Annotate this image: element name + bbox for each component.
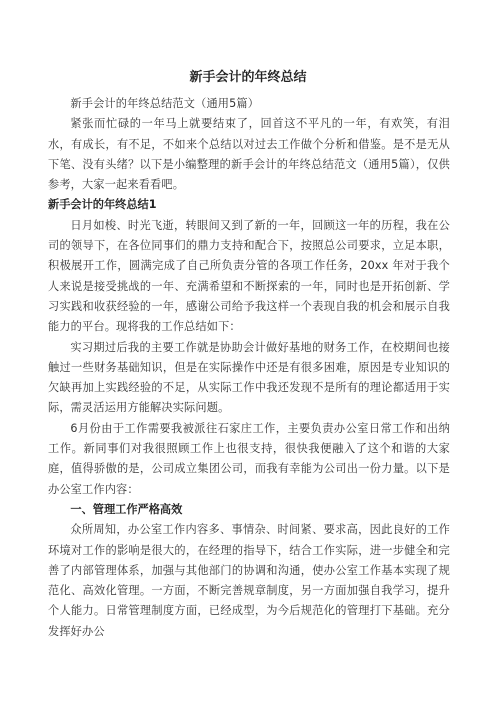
section-heading: 一、管理工作严格高效	[70, 502, 183, 516]
body-paragraph: 6月份由于工作需要我被派往石家庄工作，主要负责办公室日常工作和出纳工作。新同事们对我很照顾工作上也很支持，很快我便融入了这个和谐的大家庭，值得骄傲的是，公司成立集团公司，而我有幸能为公司出一份力量。以下是办公室工作内容：	[48, 421, 450, 496]
body-paragraph: 紧张而忙碌的一年马上就要结束了，回首这不平凡的一年，有欢笑，有泪水，有成长，有不足，不如来个总结以对过去工作做个分析和借鉴。是不是无从下笔、没有头绪？以下是小编整理的新手会计的年终总结范文（通用5篇），仅供参考，大家一起来看看吧。	[48, 117, 450, 192]
document-body	[48, 94, 450, 642]
body-paragraph: 众所周知，办公室工作内容多、事情杂、时间紧、要求高，因此良好的工作环境对工作的影响是很大的，在经理的指导下，结合工作实际，进一步健全和完善了内部管理体系，加强与其他部门的协调和沟通，使办公室工作基本实现了规范化、高效化管理。一方面，不断完善规章制度，另一方面加强自我学习，提升个人能力。日常管理制度方面，已经成型，为今后规范化的管理打下基础。充分发挥好办公	[48, 523, 450, 638]
body-paragraph: 新手会计的年终总结范文（通用5篇）	[70, 97, 260, 110]
section-heading: 新手会计的年终总结1	[48, 198, 157, 212]
body-paragraph: 日月如梭、时光飞逝，转眼间又到了新的一年，回顾这一年的历程，我在公司的领导下，在各位同事们的鼎力支持和配合下，按照总公司要求，立足本职，积极展开工作，圆满完成了自己所负责分管的各项工作任务，20xx 年对于我个人来说是接受挑战的一年、充满希望和不断探索的一年，同时也是开拓创新、学习实践和收获经验的一年，感谢公司给予我这样一个表现自我的机会和展示自我能力的平台。现将我的工作总结如下：	[48, 218, 450, 334]
body-paragraph: 实习期过后我的主要工作就是协助会计做好基地的财务工作，在校期间也接触过一些财务基础知识，但是在实际操作中还是有很多困难，原因是专业知识的欠缺再加上实践经验的不足，从实际工作中我还发现不是所有的理论都适用于实际，需灵活运用方能解决实际问题。	[48, 340, 450, 415]
document-title: 新手会计的年终总结	[189, 70, 307, 85]
